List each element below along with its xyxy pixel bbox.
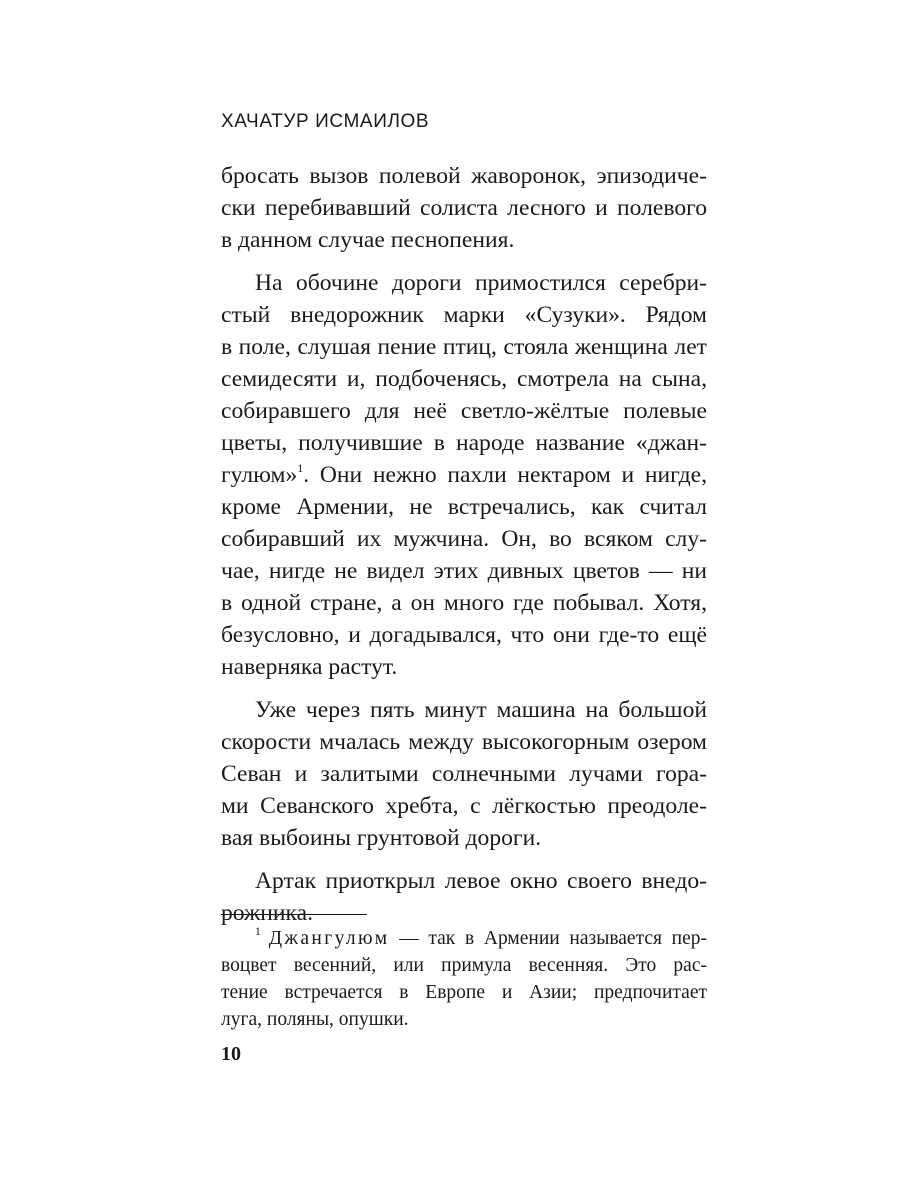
footnote-line: тение встречается в Европе и Азии; предпочитает <box>221 982 707 1003</box>
text-line: собиравший их мужчина. Он, во всяком слу- <box>221 526 707 552</box>
text-line: семидесяти и, подбоченясь, смотрела на сына, <box>221 366 707 392</box>
footnote-term: Джангулюм <box>268 928 390 949</box>
text-line <box>221 459 707 491</box>
text-line: ски перебивавший солиста лесного и полевого <box>221 195 707 221</box>
text-line: собиравшего для неё светло-жёлтые полевые <box>221 398 707 424</box>
text-line: в данном случае песнопения. <box>221 227 515 253</box>
page-number: 10 <box>221 1043 241 1065</box>
text-line: Севан и залитыми солнечными лучами гора- <box>221 761 707 787</box>
footnote-number: 1 <box>255 925 261 938</box>
text-line: бросать вызов полевой жаворонок, эпизодиче- <box>221 163 707 189</box>
text-line: На обочине дороги примостился серебри- <box>255 270 707 296</box>
text-line: в одной стране, а он много где побывал. Хотя, <box>221 590 707 616</box>
text-line: рожника. <box>221 900 314 926</box>
footnote-line <box>221 925 707 952</box>
text-fragment: . Они нежно пахли нектаром и нигде, <box>303 462 707 488</box>
text-line: Артак приоткрыл левое окно своего внедо- <box>255 868 707 894</box>
text-line: наверняка растут. <box>221 654 398 680</box>
text-line: Уже через пять минут машина на большой <box>255 697 707 723</box>
text-line: цветы, получившие в народе название «джан- <box>221 430 707 456</box>
footnote-reference[interactable]: 1 <box>297 461 304 476</box>
text-line: в поле, слушая пение птиц, стояла женщина лет <box>221 334 707 360</box>
text-line: безусловно, и догадывался, что они где-то ещё <box>221 622 707 648</box>
footnote <box>221 925 707 1033</box>
text-line: вая выбоины грунтовой дороги. <box>221 825 542 851</box>
text-line: скорости мчалась между высокогорным озером <box>221 729 707 755</box>
text-line: чае, нигде не видел этих дивных цветов — ни <box>221 558 707 584</box>
running-head: ХАЧАТУР ИСМАИЛОВ <box>221 111 430 132</box>
footnote-separator <box>221 914 367 915</box>
text-line: кроме Армении, не встречались, как считал <box>221 494 707 520</box>
text-line: стый внедорожник марки «Сузуки». Рядом <box>221 302 707 328</box>
footnote-line: луга, поляны, опушки. <box>221 1009 409 1030</box>
main-text <box>221 160 707 929</box>
footnote-line: воцвет весенний, или примула весенняя. Это рас- <box>221 955 707 976</box>
text-line: ми Севанского хребта, с лёгкостью преодоле- <box>221 793 707 819</box>
footnote-text: — так в Армении называется пер- <box>389 928 707 949</box>
text-fragment: гулюм» <box>221 462 298 488</box>
